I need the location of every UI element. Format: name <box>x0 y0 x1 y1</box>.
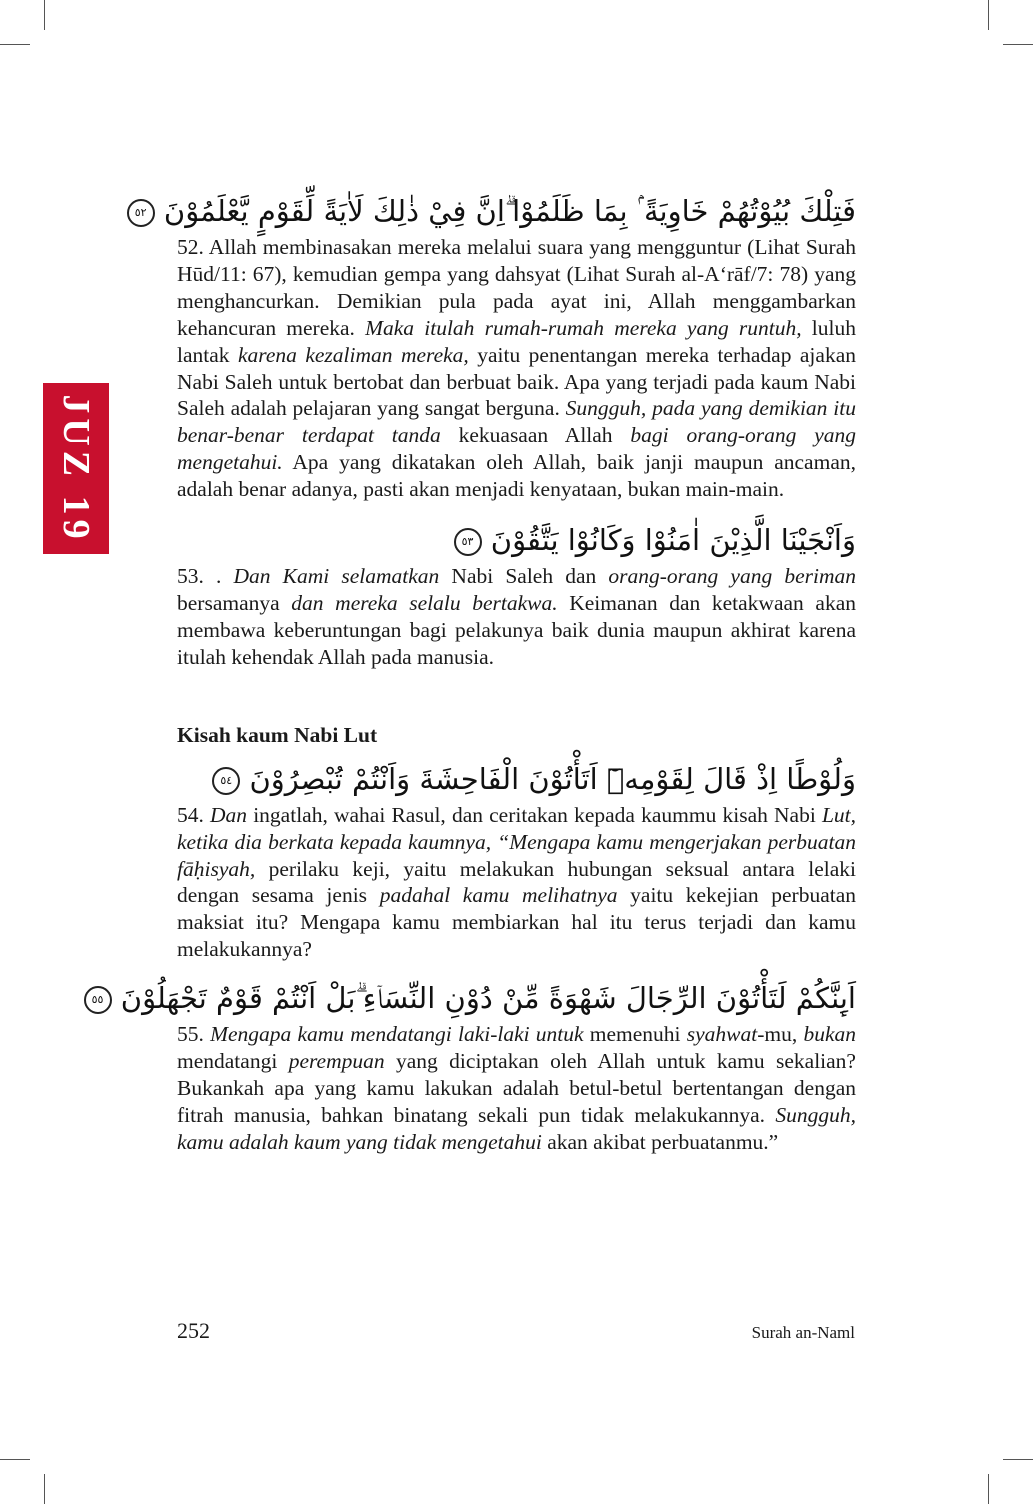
text-run-italic: orang-orang yang beriman <box>608 564 856 589</box>
text-run: Nabi Saleh dan <box>439 564 609 589</box>
text-run: 54. <box>177 802 211 827</box>
text-run: kekuasaan Allah <box>440 423 631 448</box>
crop-mark <box>44 0 45 30</box>
text-run-italic: perempuan <box>288 1049 385 1074</box>
text-run: perilaku keji, yaitu melakukan hubungan seksual antara lelaki dengan sesama jenis <box>177 856 856 908</box>
text-run-italic: dan mereka selalu bertakwa. <box>291 590 558 615</box>
text-run: mendatangi <box>177 1049 289 1074</box>
tafsir-paragraph-55 <box>177 1021 856 1156</box>
crop-mark <box>1003 44 1033 45</box>
text-run: Keimanan dan ketakwaan akan membawa keberuntungan bagi pelakunya baik dunia maupun akhirat karena itulah kehendak Allah pada manusia. <box>177 590 856 669</box>
arabic-verse-text: وَلُوْطًا اِذْ قَالَ لِقَوْمِهٖٓ اَتَأْتُوْنَ الْفَاحِشَةَ وَاَنْتُمْ تُبْصِرُوْنَ <box>249 761 856 796</box>
verse-number-marker: ٥٣ <box>454 528 482 556</box>
text-run: memenuhi <box>583 1022 687 1047</box>
arabic-verse-53 <box>177 517 856 563</box>
tafsir-paragraph-53 <box>177 563 856 671</box>
text-run: yaitu kekejian perbuatan maksiat itu? Mengapa kamu membiarkan hal itu terus terjadi dan kamu melakukannya? <box>177 883 857 962</box>
text-run: ingatlah, wahai Rasul, dan ceritakan kepada kaummu kisah Nabi <box>247 802 822 827</box>
text-run: 55. <box>177 1022 211 1047</box>
crop-mark <box>988 0 989 30</box>
verse-number-marker: ٥٥ <box>84 986 112 1014</box>
text-run: akan akibat perbuatanmu.” <box>541 1129 779 1154</box>
text-run-italic: Maka itulah rumah-rumah mereka yang runtuh, <box>365 315 802 340</box>
text-run-italic: Dan Kami selamatkan <box>233 564 440 589</box>
crop-mark <box>988 1474 989 1504</box>
arabic-verse-text: وَاَنْجَيْنَا الَّذِيْنَ اٰمَنُوْا وَكَانُوْا يَتَّقُوْنَ <box>490 523 856 558</box>
text-run: luluh lantak <box>177 315 856 367</box>
text-run-italic: Sungguh, kamu adalah kaum yang tidak mengetahui <box>177 1102 856 1154</box>
text-run-italic: karena kezaliman mereka, <box>237 342 469 367</box>
crop-mark <box>1003 1459 1033 1460</box>
text-run: 53. . <box>177 564 234 589</box>
tafsir-paragraph-52 <box>177 234 856 503</box>
arabic-verse-text: فَتِلْكَ بُيُوْتُهُمْ خَاوِيَةً ۢ بِمَا ظَلَمُوْا ۗاِنَّ فِيْ ذٰلِكَ لَاٰيَةً لِّقَوْمٍ يَّعْلَمُوْنَ <box>163 194 856 228</box>
text-run-italic: syahwat <box>686 1022 758 1047</box>
arabic-verse-55 <box>91 975 856 1021</box>
text-run: -mu, <box>757 1022 804 1047</box>
page-number: 252 <box>177 1318 210 1343</box>
arabic-verse-text: اَىِٕنَّكُمْ لَتَأْتُوْنَ الرِّجَالَ شَهْوَةً مِّنْ دُوْنِ النِّسَاۤءِ ۗبَلْ اَنْتُمْ قَوْمٌ تَجْهَلُوْنَ <box>120 981 856 1016</box>
juz-tab <box>43 383 109 554</box>
text-run-italic: Mengapa kamu mendatangi laki-laki untuk <box>210 1022 584 1047</box>
juz-tab-label: JUZ 19 <box>55 393 97 544</box>
text-run-italic: bagi orang-orang yang mengetahui. <box>177 423 856 475</box>
text-run: yaitu penentangan mereka terhadap ajakan Nabi Saleh untuk bertobat dan berbuat baik. Apa yang terjadi pada kaum Nabi Saleh adalah pelajaran yang sangat berguna. <box>177 342 856 421</box>
tafsir-paragraph-54 <box>177 802 856 963</box>
crop-mark <box>44 1474 45 1504</box>
running-title: Surah an-Naml <box>751 1323 855 1342</box>
crop-mark <box>0 1459 30 1460</box>
section-heading: Kisah kaum Nabi Lut <box>177 722 378 747</box>
text-run: 52. Allah membinasakan mereka melalui suara yang mengguntur (Lihat Surah Hūd/11: 67), kemudian gempa yang dahsyat (Lihat Surah al-A‘rāf/7: 78) yang menghancurkan. Demikian pula pada ayat ini, Allah menggambarkan kehancuran mereka. <box>177 235 856 340</box>
text-run-italic: Dan <box>210 802 248 827</box>
text-run: bersamanya <box>177 590 292 615</box>
page-content <box>91 188 857 1156</box>
text-run: yang diciptakan oleh Allah untuk kamu sekalian? Bukankah apa yang kamu lakukan adalah betul-betul bertentangan dengan fitrah manusia, bahkan binatang sekali pun tidak melakukannya. <box>177 1049 856 1127</box>
text-run-italic: Sungguh, pada yang demikian itu benar-benar terdapat tanda <box>177 396 856 448</box>
text-run-italic: bukan <box>803 1022 856 1047</box>
text-run-italic: Lut, ketika dia berkata kepada kaumnya, “Mengapa kamu mengerjakan perbuatan fāḥisyah, <box>177 802 857 881</box>
text-run: Apa yang dikatakan oleh Allah, baik janji maupun ancaman, adalah benar adanya, pasti akan menjadi kenyataan, bukan main-main. <box>177 450 856 502</box>
crop-mark <box>0 44 30 45</box>
verse-number-marker: ٥٤ <box>212 767 240 795</box>
text-run-italic: padahal kamu melihatnya <box>379 883 618 908</box>
verse-number-marker: ٥٢ <box>127 199 155 227</box>
arabic-verse-54 <box>177 756 856 802</box>
arabic-verse-52 <box>134 188 856 234</box>
